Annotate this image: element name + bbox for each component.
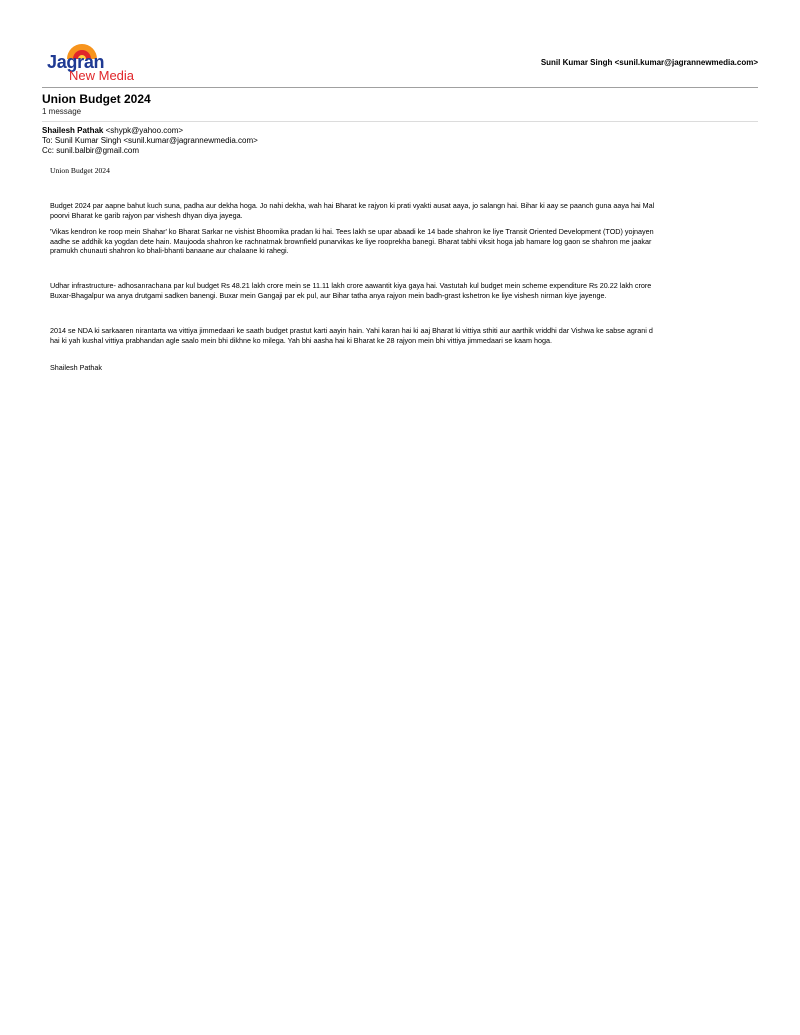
from-line (42, 126, 183, 136)
paragraph-3 (50, 281, 765, 300)
text-line: poorvi Bharat ke garib rajyon par vishesh dhyan diya jayega. (50, 210, 243, 220)
signature: Shailesh Pathak (50, 363, 102, 373)
message-body (50, 160, 765, 372)
body-title: Union Budget 2024 (50, 166, 110, 175)
text-line: Buxar-Bhagalpur wa anya drutgami sadken banengi. Buxar mein Gangaji par ek pul, aur Bihar tatha anya rajyon mein badh-grast kshetron ke liye vishesh nirman kiye jayenge. (50, 290, 607, 300)
sender-email: <shypk@yahoo.com> (105, 126, 184, 135)
jagran-new-media-logo (47, 40, 137, 84)
paragraph-2 (50, 227, 765, 255)
text-line: Udhar infrastructure- adhosanrachana par kul budget Rs 48.21 lakh crore mein se 11.11 lakh crore aawantit kiya gaya hai. Vastutah kul budget mein scheme expenditure Rs 20.22 lakh crore (50, 281, 652, 291)
to-line: To: Sunil Kumar Singh <sunil.kumar@jagrannewmedia.com> (42, 136, 258, 145)
message-count: 1 message (42, 107, 82, 116)
text-line: 2014 se NDA ki sarkaaren nirantarta wa vittiya jimmedaari ke saath budget prastut karti aayin hain. Yahi karan hai ki aaj Bharat ki vittiya sthiti aur aarthik vriddhi dar Vishwa ke sabse agrani d (50, 326, 653, 336)
text-line: pramukh chunauti shahron ko bhali-bhanti banaane aur chalaane ki rahegi. (50, 246, 289, 256)
logo-subtitle: New Media (69, 68, 135, 83)
thread-subject: Union Budget 2024 (42, 92, 151, 106)
cc-line: Cc: sunil.balbir@gmail.com (42, 146, 140, 155)
text-line: aadhe se addhik ka yogdan dete hain. Maujooda shahron ke rachnatmak brownfield punarvikas ke liye rooprekha banegi. Bharat tabhi viksit hoga jab hamare log gaon se shahron me jaakar (50, 236, 652, 246)
paragraph-1 (50, 201, 765, 220)
header-divider (42, 87, 758, 88)
account-label: Sunil Kumar Singh <sunil.kumar@jagrannewmedia.com> (540, 58, 758, 67)
logo-wordmark: Jagran (47, 52, 105, 72)
sender-name: Shailesh Pathak (42, 126, 104, 135)
paragraph-4 (50, 326, 765, 345)
text-line: 'Vikas kendron ke roop mein Shahar' ko Bharat Sarkar ne vishist Bhoomika pradan ki hai. Tees lakh se upar abaadi ke 14 bade shahron ke liye Transit Oriented Development (TOD) yojnayen (50, 227, 654, 237)
thread-divider (42, 121, 758, 122)
text-line: Budget 2024 par aapne bahut kuch suna, padha aur dekha hoga. Jo nahi dekha, wah hai Bharat ke rajyon ki prati vyakti ausat aaya, jo salangn hai. Bihar ki aay se paanch guna aaya hai Mal (50, 201, 655, 211)
text-line: hai ki yah kushal vittiya prabhandan agle saalo mein bhi dikhne ko milega. Yah bhi aasha hai ki Bharat ke 28 rajyon mein bhi vittiya jimmedaari se kaam hoga. (50, 335, 552, 345)
